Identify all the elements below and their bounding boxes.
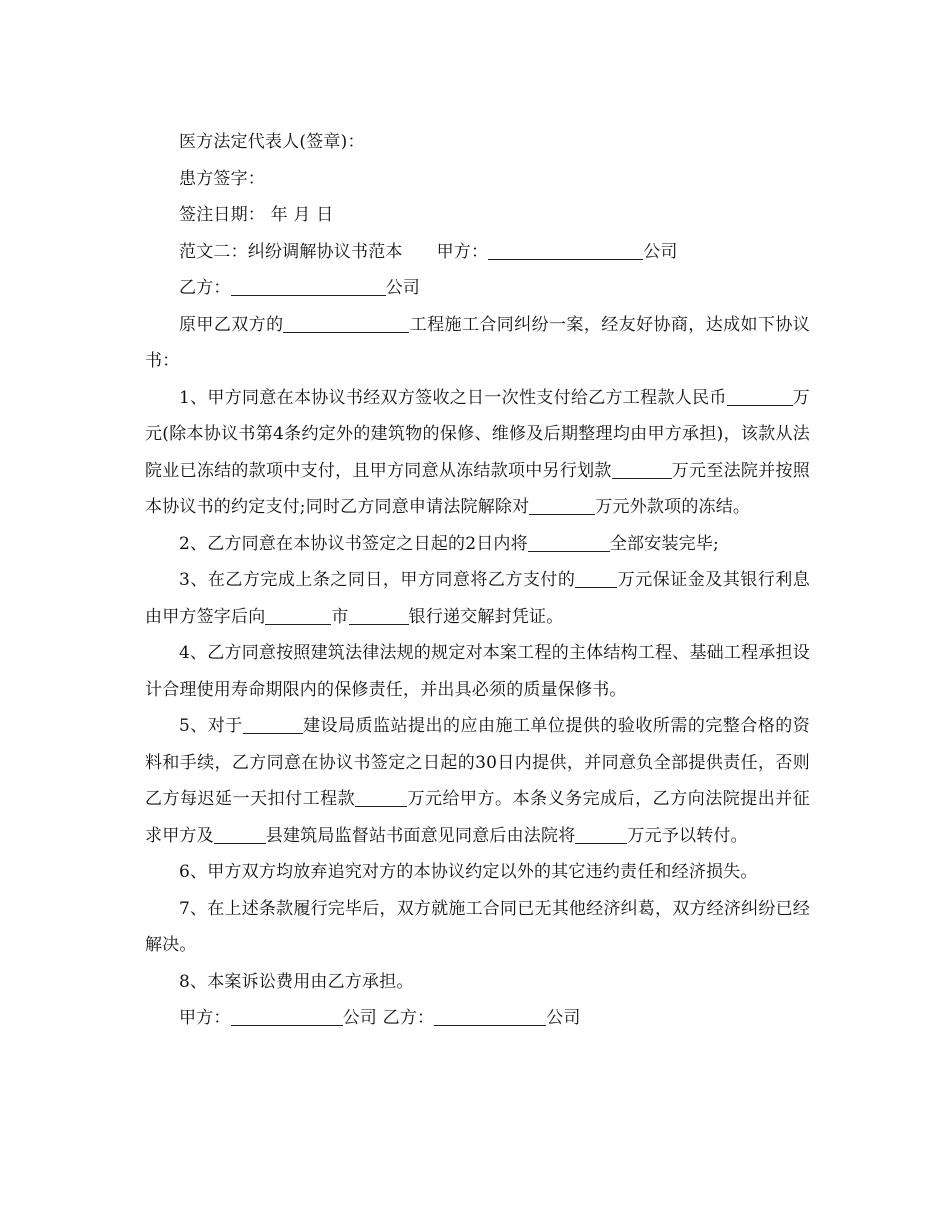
clause-2 [145, 526, 810, 563]
clause-2-text-a: 2、乙方同意在本协议书签定之日起的2日内将 [179, 533, 528, 554]
clause-7-text: 7、在上述条款履行完毕后，双方就施工合同已无其他经济纠葛，双方经济纠纷已经解决。 [145, 898, 810, 955]
blank-field [283, 313, 409, 333]
blank-field [434, 1007, 546, 1027]
clause-1-text-a: 1、甲方同意在本协议书经双方签收之日一次性支付给乙方工程款人民币 [179, 387, 727, 408]
clause-1-text-d: 万元外款项的冻结。 [595, 497, 751, 517]
clause-3 [145, 562, 810, 635]
clause-6-text: 6、甲方双方均放弃追究对方的本协议约定以外的其它违约责任和经济损失。 [179, 862, 758, 882]
blank-field [355, 788, 407, 808]
clause-8-text: 8、本案诉讼费用由乙方承担。 [179, 971, 414, 992]
company-label: 公司 [385, 278, 421, 298]
intro-paragraph [145, 307, 810, 380]
blank-field [231, 1007, 343, 1027]
party-a-label: 甲方： [436, 241, 489, 262]
blank-field [529, 496, 595, 516]
intro-text-start: 原甲乙双方的 [179, 314, 284, 335]
clause-5-text-c: 万元给甲方。本条义务完成后，乙方向法院提出并征求甲方及 [145, 789, 810, 846]
blank-field [349, 605, 409, 625]
clause-7 [145, 891, 810, 964]
final-company-party-b-label: 公司 乙方： [342, 1008, 435, 1028]
blank-field [575, 569, 617, 589]
clause-5-text-a: 5、对于 [179, 716, 243, 736]
clause-1-text-c: 万元至法院并按照本协议书的约定支付;同时乙方同意申请法院解除对 [145, 460, 810, 517]
final-signature-line [145, 1000, 810, 1037]
final-party-a-label: 甲方： [179, 1008, 231, 1028]
blank-field [528, 532, 610, 552]
clause-3-text-b: 万元保证金及其银行利息由甲方签字后向 [145, 570, 810, 627]
clause-3-text-c: 市 [331, 606, 349, 627]
signature-patient-text: 患方签字： [179, 168, 265, 189]
sample-two-title: 范文二：纠纷调解协议书范本 [179, 241, 403, 262]
party-b-line [145, 270, 810, 307]
blank-field [231, 277, 386, 297]
clause-5-text-e: 万元予以转付。 [627, 825, 748, 846]
blank-field [612, 459, 672, 479]
party-b-label: 乙方： [179, 278, 231, 298]
clause-6 [145, 854, 810, 891]
final-company-label: 公司 [546, 1008, 581, 1028]
clause-4 [145, 635, 810, 708]
signature-medical-text: 医方法定代表人(签章)： [179, 132, 365, 152]
signature-line-medical [145, 124, 810, 161]
document-body [145, 124, 810, 1037]
clause-5 [145, 708, 810, 854]
clause-5-text-d: 县建筑局监督站书面意见同意后由法院将 [265, 825, 576, 846]
blank-field [265, 605, 331, 625]
blank-field [488, 240, 643, 260]
sample-two-heading-line [145, 234, 810, 271]
date-line [145, 197, 810, 234]
company-label: 公司 [643, 241, 678, 262]
blank-field [727, 386, 793, 406]
clause-1-text-b: 万元(除本协议书第4条约定外的建筑物的保修、维修及后期整理均由甲方承担)，该款从法院业已冻结的款项中支付，且甲方同意从冻结款项中另行划款 [145, 387, 810, 481]
intro-text-end: 工程施工合同纠纷一案，经友好协商，达成如下协议书： [145, 314, 810, 371]
blank-field [214, 824, 266, 844]
clause-3-text-d: 银行递交解封凭证。 [408, 606, 564, 627]
date-text: 签注日期： 年 月 日 [179, 205, 334, 225]
clause-4-text: 4、乙方同意按照建筑法律法规的规定对本案工程的主体结构工程、基础工程承担设计合理使用寿命期限内的保修责任，并出具必须的质量保修书。 [145, 643, 810, 700]
signature-line-patient [145, 161, 810, 198]
clause-3-text-a: 3、在乙方完成上条之同日，甲方同意将乙方支付的 [179, 570, 576, 590]
clause-1 [145, 380, 810, 526]
clause-2-text-b: 全部安装完毕; [609, 533, 719, 554]
blank-field [575, 824, 627, 844]
blank-field [243, 715, 303, 735]
clause-8 [145, 964, 810, 1001]
clause-5-text-b: 建设局质监站提出的应由施工单位提供的验收所需的完整合格的资料和手续，乙方同意在协议书签定之日起的30日内提供，并同意负全部提供责任，否则乙方每迟延一天扣付工程款 [145, 716, 810, 809]
